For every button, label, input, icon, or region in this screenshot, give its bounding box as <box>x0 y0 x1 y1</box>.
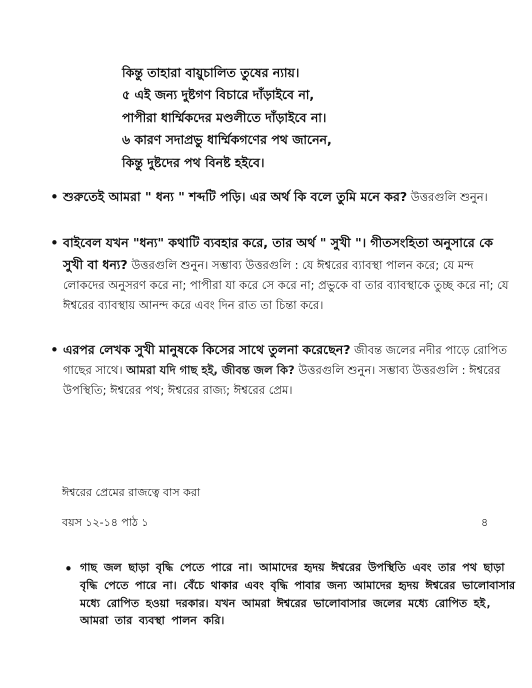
lesson-series-title: ঈশ্বরের প্রেমের রাজত্বে বাস করা <box>62 486 201 499</box>
bullet-dot-icon: • <box>64 560 73 578</box>
bullet-dot-icon: • <box>50 188 59 206</box>
question-text: বাইবেল যখন "ধন্য" কথাটি ব্যবহার করে, তার অর্থ " সুখী "। গীতসংহিতা অনুসারে কে সুখী বা ধন্য? <box>63 235 493 272</box>
instruction-text: উত্তরগুলি শুনুন। <box>407 190 488 204</box>
verse-line: ৬ কারণ সদাপ্রভু ধার্ম্মিকগণের পথ জানেন, <box>122 132 332 148</box>
psalm-verse-block <box>122 62 502 174</box>
question-text: শুরুতেই আমরা " ধন্য " শব্দটি পড়ি। এর অর্থ কি বলে তুমি মনে কর? <box>63 189 408 204</box>
growth-paragraph: গাছ জল ছাড়া বৃদ্ধি পেতে পারে না। আমাদের হৃদয় ঈশ্বরের উপস্থিতি এবং তার পথ ছাড়া বৃদ্ধি পেতে পারে না। বেঁচে থাকার এবং বৃদ্ধি পাবার জন্য আমাদের হৃদয় ঈশ্বরের ভালোবাসার মধ্যে রোপিত হওয়া দরকার। যখন আমরা ঈশ্বরের ভালোবাসার জলের মধ্যে রোপিত হই, আমরা তার ব্যবস্থা পালন করি। <box>80 561 516 628</box>
page-number: ৪ <box>481 516 489 529</box>
answer-text: জীবন্ত জলের নদীর পাড়ে রোপিত গাছের সাথে। <box>63 343 508 378</box>
verse-line: কিন্তু তাহারা বায়ুচালিত তুষের ন্যায়। <box>122 65 300 80</box>
bullet-item-happy <box>50 232 510 315</box>
lesson-meta: বয়স ১২-১৪ পাঠ ১ <box>62 516 149 529</box>
verse-line: পাপীরা ধার্ম্মিকদের মণ্ডলীতে দাঁড়াইবে না। <box>122 109 327 125</box>
instruction-text: উত্তরগুলি শুনুন। সম্ভাব্য উত্তরগুলি : ঈশ্বরের উপস্থিতি; ঈশ্বরের পথ; ঈশ্বরের রাজ্য; ঈশ্বরের প্রেম। <box>63 363 501 397</box>
verse-line: ৫ এই জন্য দুষ্টগণ বিচারে দাঁড়াইবে না, <box>122 87 315 103</box>
verse-line: কিন্তু দুষ্টদের পথ বিনষ্ট হইবে। <box>122 154 265 170</box>
discussion-questions <box>50 186 510 400</box>
bullet-dot-icon: • <box>50 341 59 360</box>
bullet-dot-icon: • <box>50 234 59 252</box>
bullet-item-growth <box>64 559 526 630</box>
bullet-item-tree <box>50 339 510 400</box>
question-text: আমরা যদি গাছ হই, জীবন্ত জল কি? <box>126 363 295 378</box>
question-text: এরপর লেখক সুখী মানুষকে কিসের সাথে তুলনা করেছেন? <box>63 342 351 358</box>
instruction-text: উত্তরগুলি শুনুন। সম্ভাব্য উত্তরগুলি : যে ঈশ্বরের ব্যাবস্থা পালন করে; যে মন্দ লোকদের অনুসরণ করে না; পাপীরা যা করে সে করে না; প্রভুকে বা তার ব্যাবস্থাকে তুচ্ছ করে না; যে ঈশ্বরের ব্যাবস্থায় আনন্দ করে এবং দিন রাত তা চিন্তা করে। <box>63 258 509 312</box>
bullet-item-blessed <box>50 186 510 208</box>
